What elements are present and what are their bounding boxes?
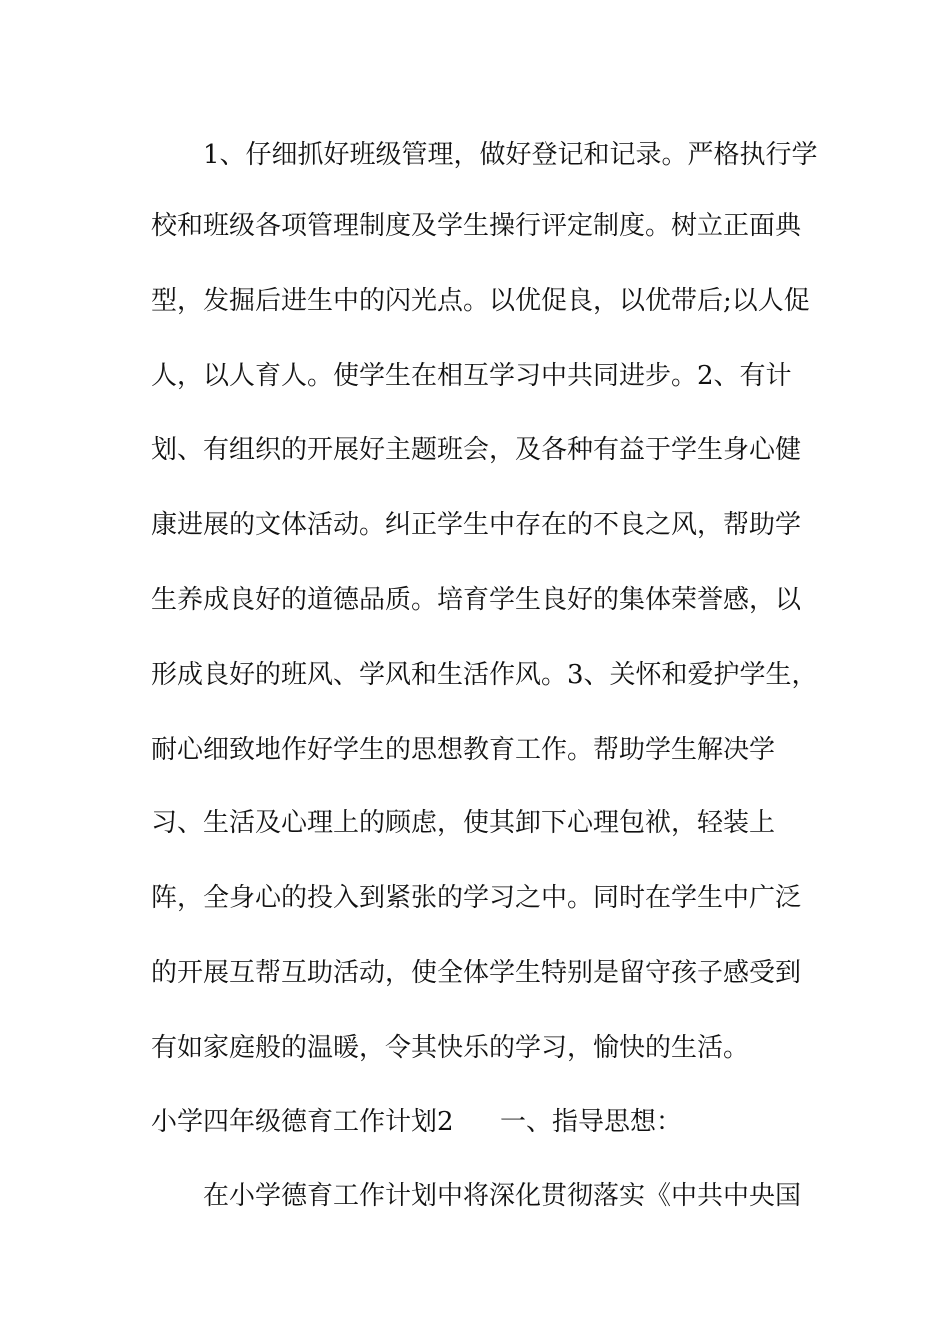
- section-title: 小学四年级德育工作计划2: [151, 1107, 454, 1137]
- paragraph-line: 划、有组织的开展好主题班会，及各种有益于学生身心健: [151, 435, 802, 465]
- section-subheading: 一、指导思想：: [500, 1107, 683, 1137]
- paragraph-line: 形成良好的班风、学风和生活作风。3、关怀和爱护学生，: [151, 660, 818, 690]
- paragraph-line: 在小学德育工作计划中将深化贯彻落实《中共中央国: [203, 1181, 802, 1211]
- paragraph-line: 习、生活及心理上的顾虑，使其卸下心理包袱，轻装上: [151, 808, 776, 838]
- paragraph-line: 的开展互帮互助活动，使全体学生特别是留守孩子感受到: [151, 958, 802, 988]
- paragraph-line: 型，发掘后进生中的闪光点。以优促良，以优带后;以人促: [151, 286, 810, 316]
- paragraph-line: 阵，全身心的投入到紧张的学习之中。同时在学生中广泛: [151, 883, 802, 913]
- paragraph-line: 耐心细致地作好学生的思想教育工作。帮助学生解决学: [151, 735, 776, 765]
- paragraph-line: 人，以人育人。使学生在相互学习中共同进步。2、有计: [151, 361, 792, 391]
- paragraph-line: 有如家庭般的温暖，令其快乐的学习，愉快的生活。: [151, 1033, 750, 1063]
- paragraph-line: 生养成良好的道德品质。培育学生良好的集体荣誉感，以: [151, 585, 802, 615]
- paragraph-line: 校和班级各项管理制度及学生操行评定制度。树立正面典: [151, 211, 802, 241]
- paragraph-line: 1、仔细抓好班级管理，做好登记和记录。严格执行学: [203, 140, 818, 170]
- paragraph-line: 康进展的文体活动。纠正学生中存在的不良之风，帮助学: [151, 510, 802, 540]
